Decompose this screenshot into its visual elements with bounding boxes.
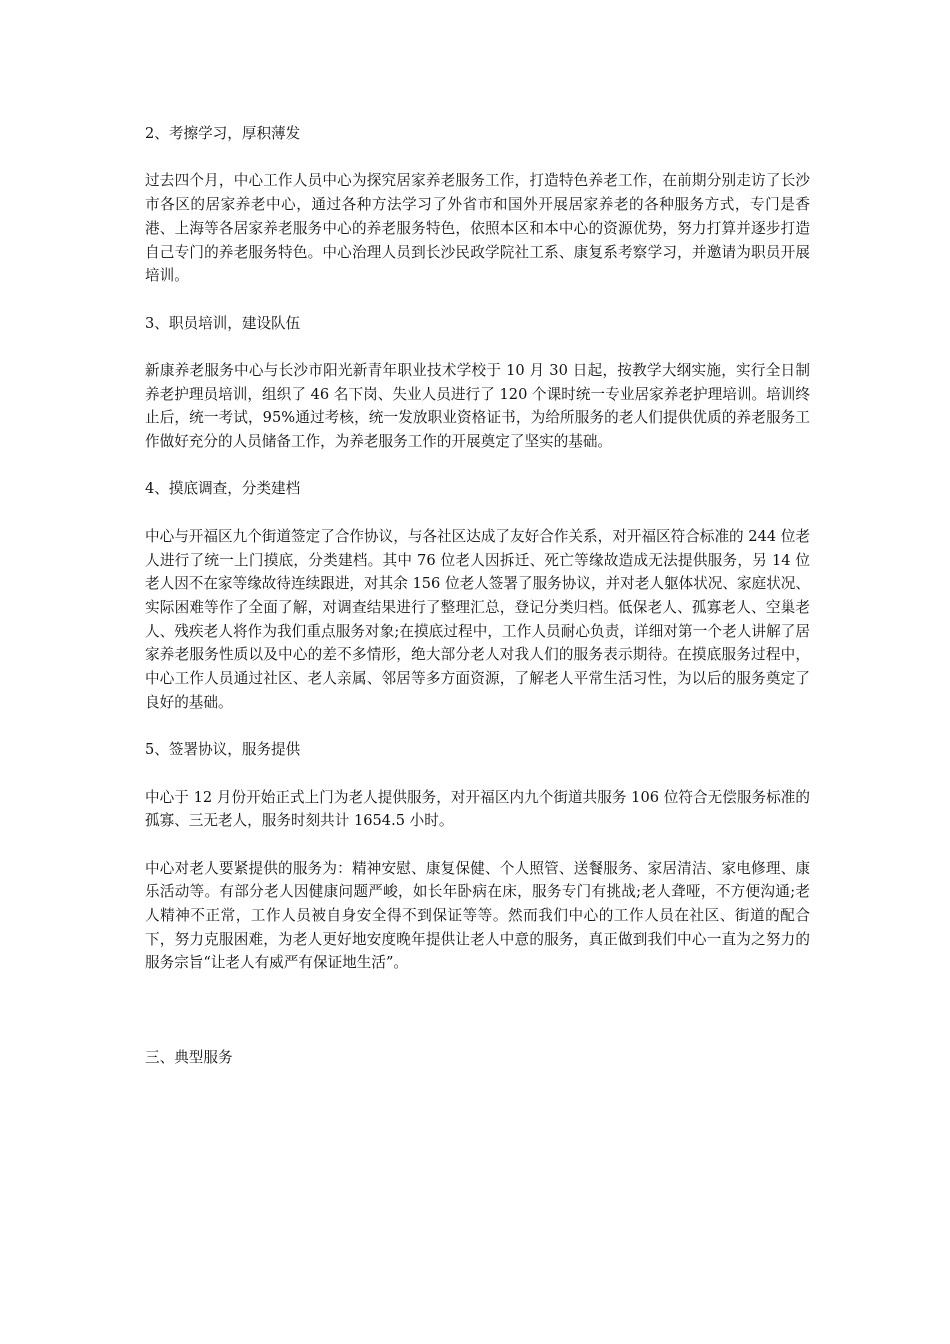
section-heading: 三、典型服务 (145, 1049, 233, 1067)
spacer (145, 501, 810, 525)
spacer (145, 975, 810, 1046)
spacer (145, 146, 810, 170)
paragraph: 过去四个月，中心工作人员中心为探究居家养老服务工作，打造特色养老工作，在前期分别走访了长沙市各区的居家养老中心，通过各种方法学习了外省市和国外开展居家养老的各种服务方式，专门是香港、上海等各居家养老服务中心的养老服务特色，依照本区和本中心的资源优势，努力打算并逐步打造自己专门的养老服务特色。中心治理人员到长沙民政学院社工系、康复系考察学习，并邀请为职员开展培训。 (145, 172, 810, 285)
section-heading: 2、考擦学习，厚积薄发 (145, 125, 301, 142)
section-heading: 4、摸底调查，分类建档 (145, 480, 301, 498)
spacer (145, 762, 810, 786)
paragraph: 新康养老服务中心与长沙市阳光新青年职业技术学校于 10 月 30 日起，按教学大纲实施，实行全日制养老护理员培训，组织了 46 名下岗、失业人员进行了 120 个课时统一专业居家养老护理培训。培训终止后，统一考试，95%通过考核，统一发放职业资格证书，为给所服务的老人们提供优质的养老服务工作做好充分的人员储备工作，为养老服务工作的开展奠定了坚实的基础。 (145, 361, 810, 451)
document-page (145, 122, 810, 1070)
spacer (145, 288, 810, 312)
spacer (145, 715, 810, 739)
section-heading: 3、职员培训，建设队伍 (145, 314, 301, 332)
spacer (145, 454, 810, 478)
section-heading: 5、签署协议，服务提供 (145, 741, 301, 759)
paragraph: 中心于 12 月份开始正式上门为老人提供服务，对开福区内九个街道共服务 106 位符合无偿服务标准的孤寡、三无老人，服务时刻共计 1654.5 小时。 (145, 788, 810, 830)
paragraph: 中心对老人要紧提供的服务为：精神安慰、康复保健、个人照管、送餐服务、家居清洁、家电修理、康乐活动等。有部分老人因健康问题严峻，如长年卧病在床，服务专门有挑战;老人聋哑，不方便沟通;老人精神不正常，工作人员被自身安全得不到保证等等。然而我们中心的工作人员在社区、街道的配合下，努力克服困难，为老人更好地安度晚年提供让老人中意的服务，真正做到我们中心一直为之努力的服务宗旨“让老人有威严有保证地生活”。 (145, 859, 810, 972)
paragraph: 中心与开福区九个街道签定了合作协议，与各社区达成了友好合作关系，对开福区符合标准的 244 位老人进行了统一上门摸底，分类建档。其中 76 位老人因拆迁、死亡等缘故造成无法提供服务，另 14 位老人因不在家等缘故待连续跟进，对其余 156 位老人签署了服务协议，并对老人躯体状况、家庭状况、实际困难等作了全面了解，对调查结果进行了整理汇总，登记分类归档。低保老人、孤寡老人、空巢老人、残疾老人将作为我们重点服务对象;在摸底过程中，工作人员耐心负责，详细对第一个老人讲解了居家养老服务性质以及中心的差不多情形，绝大部分老人对我人们的服务表示期待。在摸底服务过程中，中心工作人员通过社区、老人亲属、邻居等多方面资源，了解老人平常生活习性，为以后的服务奠定了良好的基础。 (145, 527, 810, 711)
spacer (145, 335, 810, 359)
spacer (145, 833, 810, 857)
